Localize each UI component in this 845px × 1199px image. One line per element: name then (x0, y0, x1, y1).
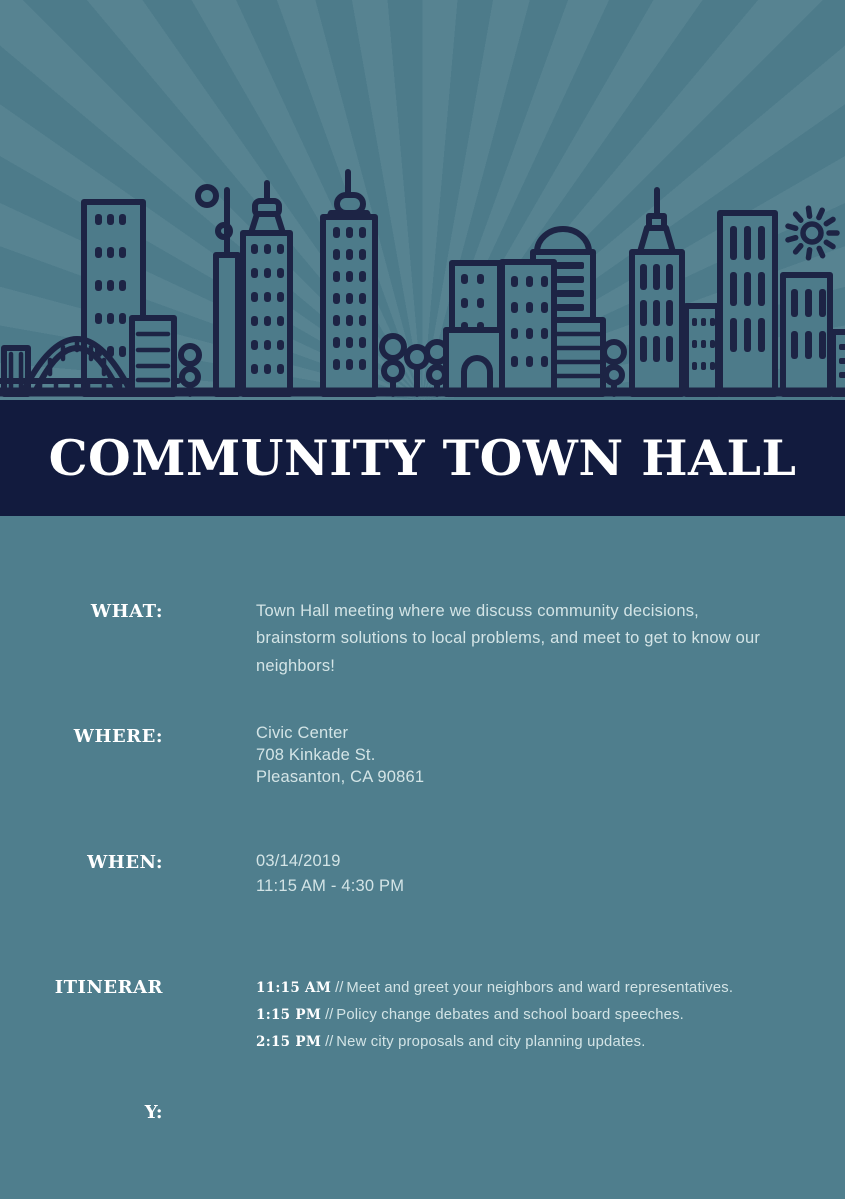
itinerary-separator: // (335, 980, 344, 996)
building-small-right (686, 306, 718, 394)
where-line: Pleasanton, CA 90861 (256, 767, 425, 786)
itinerary-time: 11:15 AM (256, 980, 332, 996)
when-label: WHEN: (87, 852, 163, 873)
tree-icon (382, 336, 447, 394)
building-arch-door (446, 263, 506, 394)
tower-thin-mast (216, 190, 238, 394)
city-skyline-illustration (0, 0, 845, 400)
itinerary-time: 1:15 PM (256, 1006, 322, 1023)
itinerary-item (256, 975, 733, 1002)
where-text (256, 723, 424, 788)
itinerary-item (256, 1002, 733, 1029)
itinerary-list (256, 975, 733, 1056)
title-band (0, 400, 845, 516)
itinerary-text: Policy change debates and school board speeches. (336, 1006, 684, 1023)
building-tall-right (720, 213, 775, 394)
skyscraper-dome-cap (323, 172, 375, 394)
tree-icon (181, 346, 199, 394)
itinerary-separator: // (325, 1006, 334, 1023)
building-far-right (783, 275, 830, 394)
building-dots-mid (502, 262, 554, 394)
sun-icon (788, 208, 837, 258)
building-edge-sliver (833, 332, 845, 394)
itinerary-label-line2: Y: (144, 1102, 163, 1123)
when-line: 11:15 AM - 4:30 PM (256, 877, 405, 895)
when-text (256, 849, 404, 899)
tower-pointed-spire (632, 190, 682, 394)
building-striped-low (132, 318, 174, 394)
what-text: Town Hall meeting where we discuss community decisions, brainstorm solutions to local problems, and meet to get to know our neighbors! (256, 602, 761, 675)
itinerary-label-line1: ITINERAR (54, 977, 163, 998)
where-label: WHERE: (73, 726, 163, 747)
itinerary-text: New city proposals and city planning updates. (336, 1033, 646, 1050)
itinerary-time: 2:15 PM (256, 1033, 322, 1050)
itinerary-text: Meet and greet your neighbors and ward representatives. (346, 980, 734, 996)
itinerary-separator: // (325, 1033, 334, 1050)
what-label: WHAT: (90, 601, 163, 622)
where-line: Civic Center (256, 724, 349, 742)
tree-icon (604, 342, 624, 394)
poster-title: COMMUNITY TOWN HALL (48, 429, 797, 487)
when-line: 03/14/2019 (256, 852, 341, 870)
skyscraper-stepped-cap (243, 183, 290, 394)
sunburst-background (0, 0, 845, 400)
where-line: 708 Kinkade St. (256, 745, 376, 764)
itinerary-item (256, 1029, 733, 1056)
